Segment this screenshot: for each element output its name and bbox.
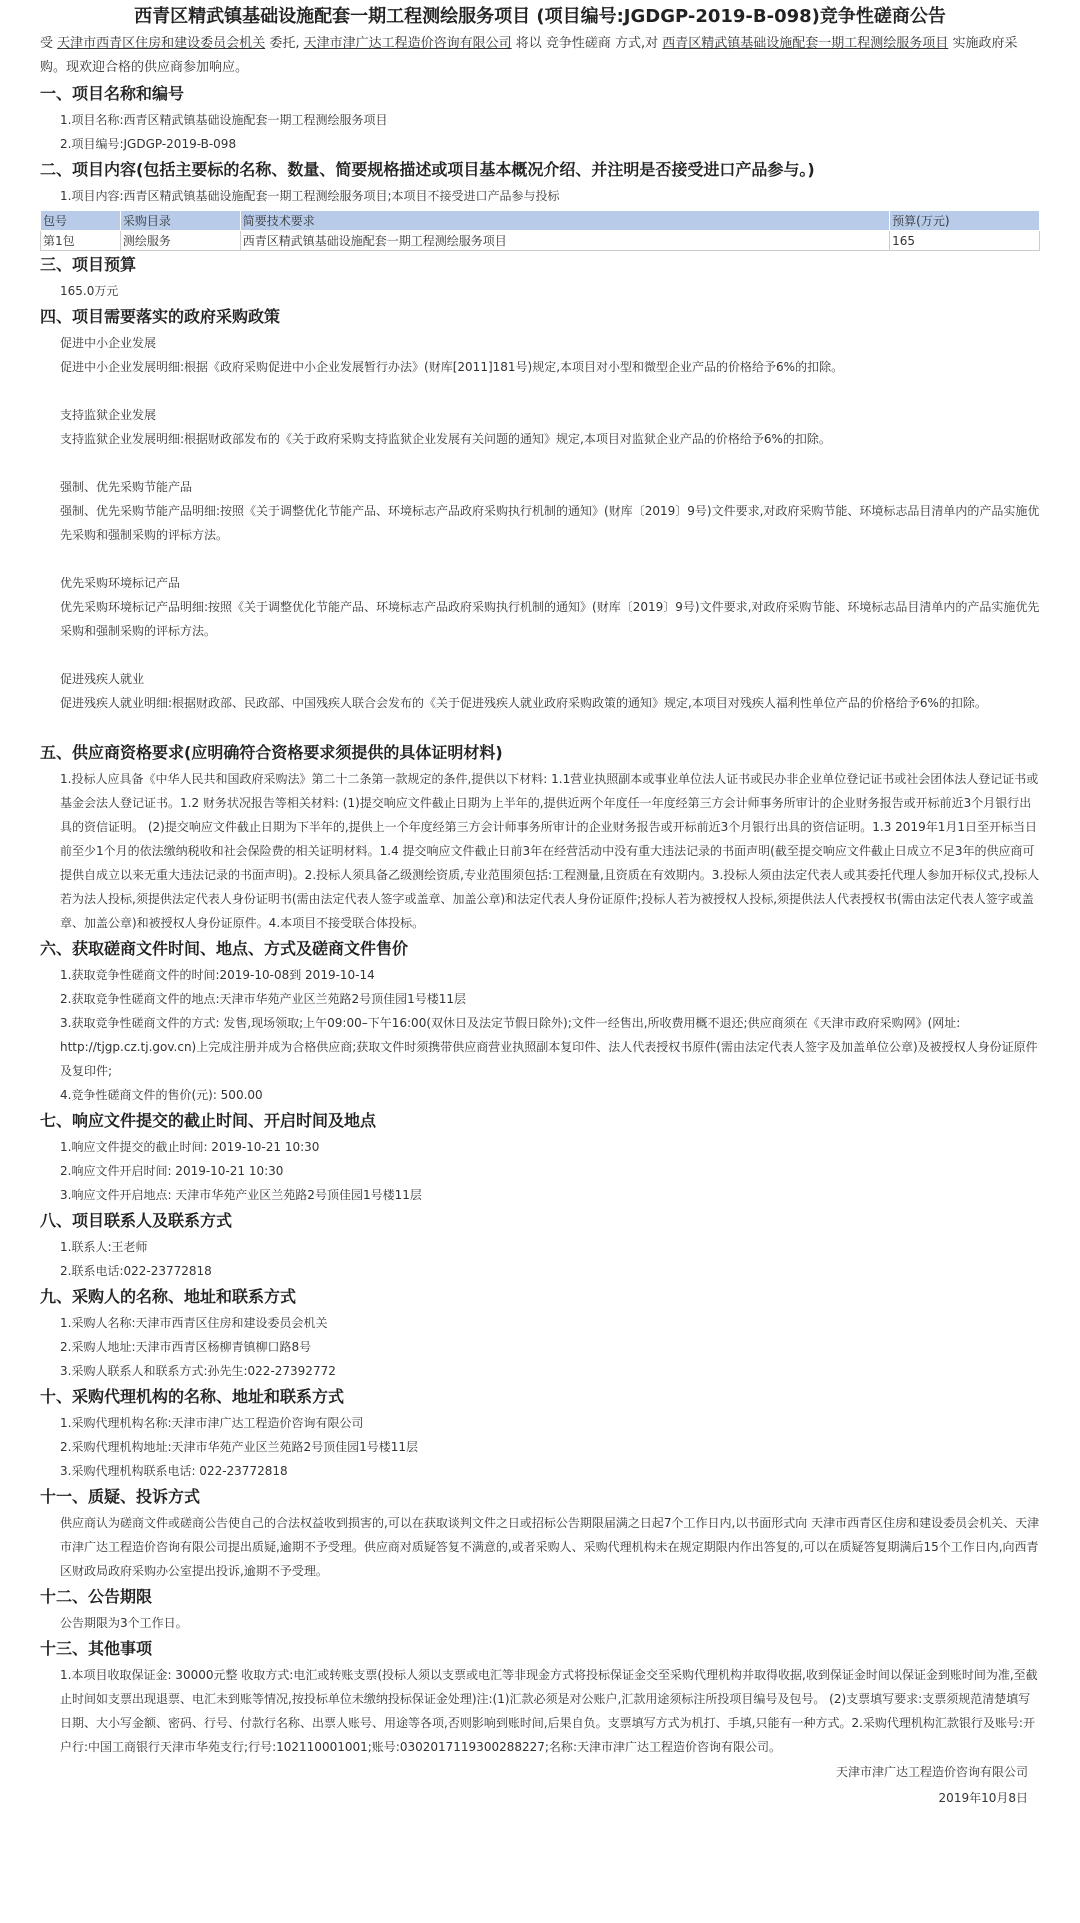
deadline-line: 1.响应文件提交的截止时间: 2019-10-21 10:30 — [60, 1140, 320, 1154]
signature-org: 天津市津广达工程造价咨询有限公司 — [835, 1765, 1028, 1779]
contact-phone-line: 2.联系电话:022-23772818 — [60, 1264, 212, 1278]
agency-link[interactable]: 天津市津广达工程造价咨询有限公司 — [303, 36, 512, 51]
policy-title: 支持监狱企业发展 — [60, 408, 157, 422]
buyer-address-line: 2.采购人地址:天津市西青区杨柳青镇柳口路8号 — [60, 1340, 312, 1354]
opening-time-line: 2.响应文件开启时间: 2019-10-21 10:30 — [60, 1164, 284, 1178]
table-cell: 165 — [890, 231, 1040, 251]
section-6-heading: 六、获取磋商文件时间、地点、方式及磋商文件售价 — [40, 939, 409, 958]
section-1-heading: 一、项目名称和编号 — [40, 84, 185, 103]
project-content-line: 1.项目内容:西青区精武镇基础设施配套一期工程测绘服务项目;本项目不接受进口产品参与投标 — [60, 189, 560, 203]
section-13-heading: 十三、其他事项 — [40, 1639, 153, 1658]
buyer-link[interactable]: 天津市西青区住房和建设委员会机关 — [57, 36, 266, 51]
doc-price-line: 4.竞争性磋商文件的售价(元): 500.00 — [60, 1088, 263, 1102]
doc-method-line: 3.获取竞争性磋商文件的方式: 发售,现场领取;上午09:00–下午16:00(双休日及法定节假日除外);文件一经售出,所收费用概不退还;供应商须在《天津市政府采购网》(网址: http://tjgp.cz.tj.gov.cn)上完成注册并成为合格供应商;获取文件时须携带供应商营业执照副本复印件、法人代表授权书原件(需由法定代表人签字及加盖单位公章)及被授权人身份证原件及复印件; — [60, 1016, 1038, 1078]
doc-time-line: 1.获取竞争性磋商文件的时间:2019-10-08到 2019-10-14 — [60, 968, 375, 982]
signature-date: 2019年10月8日 — [938, 1791, 1028, 1805]
doc-place-line: 2.获取竞争性磋商文件的地点:天津市华苑产业区兰苑路2号顶佳园1号楼11层 — [60, 992, 467, 1006]
header-cell: 包号 — [41, 211, 121, 231]
section-3-heading: 三、项目预算 — [40, 255, 137, 274]
section-2-heading: 二、项目内容(包括主要标的名称、数量、简要规格描述或项目基本概况介绍、并注明是否接受进口产品参与。) — [40, 160, 815, 179]
policy-title: 优先采购环境标记产品 — [60, 576, 181, 590]
agency-address-line: 2.采购代理机构地址:天津市华苑产业区兰苑路2号顶佳园1号楼11层 — [60, 1440, 419, 1454]
buyer-contact-line: 3.采购人联系人和联系方式:孙先生:022-27392772 — [60, 1364, 336, 1378]
package-table — [40, 210, 1040, 251]
opening-place-line: 3.响应文件开启地点: 天津市华苑产业区兰苑路2号顶佳园1号楼11层 — [60, 1188, 422, 1202]
signature-block — [40, 1759, 1040, 1811]
section-9-heading: 九、采购人的名称、地址和联系方式 — [40, 1287, 297, 1306]
policy-detail: 支持监狱企业发展明细:根据财政部发布的《关于政府采购支持监狱企业发展有关问题的通知》规定,本项目对监狱企业产品的价格给予6%的扣除。 — [60, 432, 831, 446]
section-4-heading: 四、项目需要落实的政府采购政策 — [40, 307, 281, 326]
intro-paragraph — [40, 32, 1040, 80]
project-number-line: 2.项目编号:JGDGP-2019-B-098 — [60, 137, 237, 151]
section-5-heading: 五、供应商资格要求(应明确符合资格要求须提供的具体证明材料) — [40, 743, 503, 762]
policy-detail: 优先采购环境标记产品明细:按照《关于调整优化节能产品、环境标志产品政府采购执行机制的通知》(财库〔2019〕9号)文件要求,对政府采购节能、环境标志品目清单内的产品实施优先采购和强制采购的评标方法。 — [60, 600, 1040, 638]
table-cell: 测绘服务 — [120, 231, 240, 251]
section-10-heading: 十、采购代理机构的名称、地址和联系方式 — [40, 1387, 345, 1406]
header-cell: 采购目录 — [120, 211, 240, 231]
section-12-heading: 十二、公告期限 — [40, 1587, 153, 1606]
package-table-header — [41, 211, 1040, 231]
budget-line: 165.0万元 — [60, 284, 119, 298]
policy-detail: 促进中小企业发展明细:根据《政府采购促进中小企业发展暂行办法》(财库[2011]181号)规定,本项目对小型和微型企业产品的价格给予6%的扣除。 — [60, 360, 844, 374]
header-cell: 简要技术要求 — [240, 211, 889, 231]
header-cell: 预算(万元) — [890, 211, 1040, 231]
section-8-heading: 八、项目联系人及联系方式 — [40, 1211, 233, 1230]
notice-period-line: 公告期限为3个工作日。 — [60, 1616, 188, 1630]
page-title: 西青区精武镇基础设施配套一期工程测绘服务项目 (项目编号:JGDGP-2019-B-098)竞争性磋商公告 — [134, 6, 946, 27]
other-matters-paragraph: 1.本项目收取保证金: 30000元整 收取方式:电汇或转账支票(投标人须以支票或电汇等非现金方式将投标保证金交至采购代理机构并取得收据,收到保证金时间以保证金到账时间为准,至截止时间如支票出现退票、电汇未到账等情况,按投标单位未缴纳投标保证金处理)注:(1)汇款必须是对公账户,汇款用途须标注所投项目编号及包号。 (2)支票填写要求:支票须规范清楚填写日期、大小写金额、密码、行号、付款行名称、出票人账号、用途等各项,否则影响到账时间,后果自负。支票填写方式为机打、手填,只能有一种方式。2.采购代理机构汇款银行及账号:开户行:中国工商银行天津市华苑支行;行号:102110001001;账号:0302017119300288227;名称:天津市津广达工程造价咨询有限公司。 — [60, 1668, 1038, 1754]
announcement-page — [40, 0, 1040, 1811]
section-7-heading: 七、响应文件提交的截止时间、开启时间及地点 — [40, 1111, 377, 1130]
contact-person-line: 1.联系人:王老师 — [60, 1240, 148, 1254]
project-link[interactable]: 西青区精武镇基础设施配套一期工程测绘服务项目 — [662, 36, 949, 51]
policy-title: 强制、优先采购节能产品 — [60, 480, 193, 494]
policy-title: 促进中小企业发展 — [60, 336, 157, 350]
project-name-line: 1.项目名称:西青区精武镇基础设施配套一期工程测绘服务项目 — [60, 113, 388, 127]
intro-text: 将以 竞争性磋商 方式,对 — [515, 36, 659, 51]
complaint-paragraph: 供应商认为磋商文件或磋商公告使自己的合法权益收到损害的,可以在获取谈判文件之日或招标公告期限届满之日起7个工作日内,以书面形式向 天津市西青区住房和建设委员会机关、天津市津广达工程造价咨询有限公司提出质疑,逾期不予受理。供应商对质疑答复不满意的,或者采购人、采购代理机构未在规定期限内作出答复的,可以在质疑答复期满后15个工作日内,向西青区财政局政府采购办公室提出投诉,逾期不予受理。 — [60, 1516, 1040, 1578]
agency-name-line: 1.采购代理机构名称:天津市津广达工程造价咨询有限公司 — [60, 1416, 364, 1430]
policy-detail: 促进残疾人就业明细:根据财政部、民政部、中国残疾人联合会发布的《关于促进残疾人就业政府采购政策的通知》规定,本项目对残疾人福利性单位产品的价格给予6%的扣除。 — [60, 696, 987, 710]
buyer-name-line: 1.采购人名称:天津市西青区住房和建设委员会机关 — [60, 1316, 328, 1330]
table-cell: 第1包 — [41, 231, 121, 251]
agency-phone-line: 3.采购代理机构联系电话: 022-23772818 — [60, 1464, 288, 1478]
section-11-heading: 十一、质疑、投诉方式 — [40, 1487, 201, 1506]
intro-text: 委托, — [269, 36, 300, 51]
table-row — [41, 231, 1040, 251]
qualification-paragraph: 1.投标人应具备《中华人民共和国政府采购法》第二十二条第一款规定的条件,提供以下材料: 1.1营业执照副本或事业单位法人证书或民办非企业单位登记证书或社会团体法人登记证书或基金会法人登记证书。1.2 财务状况报告等相关材料: (1)提交响应文件截止日期为上半年的,提供近两个年度任一年度经第三方会计师事务所审计的企业财务报告或开标前近3个月银行出具的资信证明。 (2)提交响应文件截止日期为下半年的,提供上一个年度经第三方会计师事务所审计的企业财务报告或开标前近3个月银行出具的资信证明。1.3 2019年1月1日至开标当日前至少1个月的依法缴纳税收和社会保险费的相关证明材料。1.4 提交响应文件截止日前3年在经营活动中没有重大违法记录的书面声明(截至提交响应文件截止日成立不足3年的供应商可提供自成立以来无重大违法记录的书面声明)。2.投标人须具备乙级测绘资质,专业范围须包括:工程测量,且资质在有效期内。3.投标人须由法定代表人或其委托代理人参加开标仪式,投标人若为法人投标,须提供法定代表人身份证明书(需由法定代表人签字或盖章、加盖公章)和法定代表人身份证原件;投标人若为被授权人投标,须提供法人代表授权书(需由法定代表人签字或盖章、加盖公章)和被授权人身份证原件。4.本项目不接受联合体投标。 — [60, 772, 1040, 930]
policy-detail: 强制、优先采购节能产品明细:按照《关于调整优化节能产品、环境标志产品政府采购执行机制的通知》(财库〔2019〕9号)文件要求,对政府采购节能、环境标志品目清单内的产品实施优先采购和强制采购的评标方法。 — [60, 504, 1040, 542]
policy-title: 促进残疾人就业 — [60, 672, 145, 686]
intro-text: 实施政府采购。现欢迎合格的供应商参加响应。 — [40, 36, 1018, 75]
table-cell: 西青区精武镇基础设施配套一期工程测绘服务项目 — [240, 231, 889, 251]
intro-text: 受 — [40, 36, 54, 51]
